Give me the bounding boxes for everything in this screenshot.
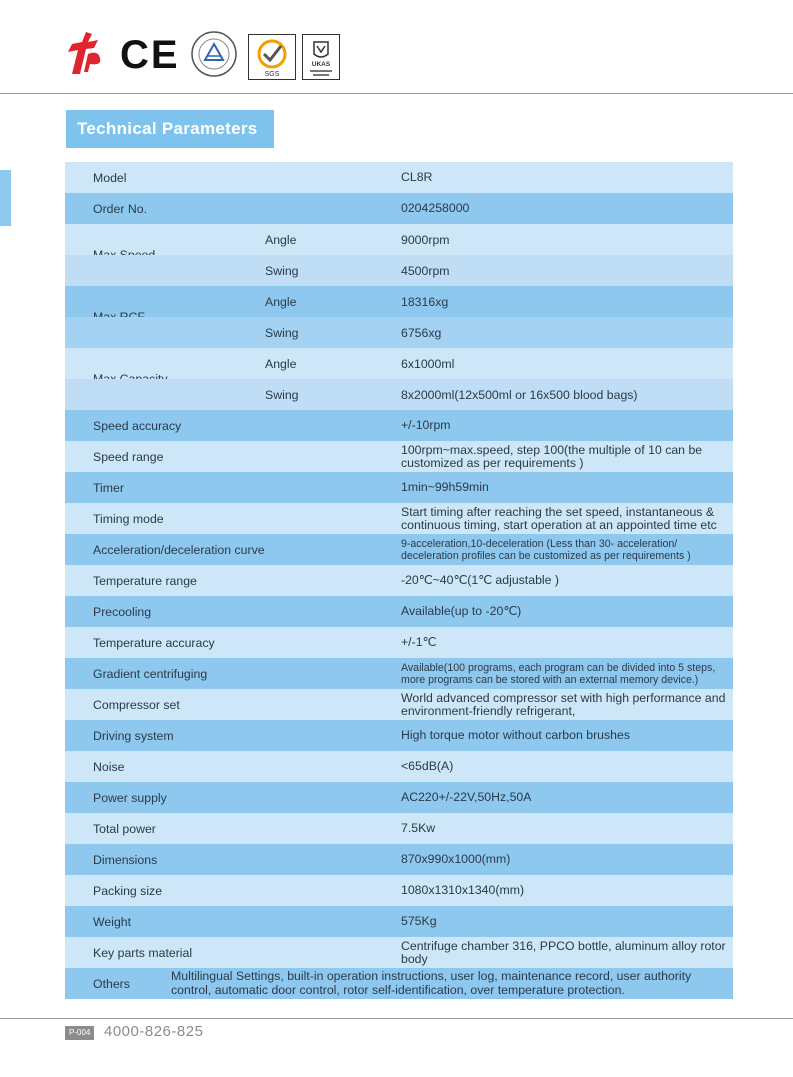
table-row-temp-accuracy — [65, 627, 733, 658]
row-value: 100rpm~max.speed, step 100(the multiple of 10 can be customized as per requirements ) — [401, 442, 703, 470]
row-label: Compressor set — [93, 697, 180, 712]
sub-row-angle — [65, 224, 733, 255]
ce-mark-icon: CE — [120, 33, 180, 77]
footer-divider — [0, 1018, 793, 1019]
sub-row-angle — [65, 286, 733, 317]
row-label: Timing mode — [93, 511, 164, 526]
row-value: 9-acceleration,10-deceleration (Less than 30- acceleration/ deceleration profiles can be customized as per requirements ) — [401, 537, 691, 562]
sub-value: 6x1000ml — [401, 356, 455, 371]
row-value: Start timing after reaching the set speed, instantaneous & continuous timing, start operation at an appointed time etc — [401, 504, 717, 532]
row-value: CL8R — [401, 170, 433, 184]
table-group-max-speed — [65, 224, 733, 286]
row-value: <65dB(A) — [401, 759, 454, 773]
sub-label: Angle — [265, 294, 297, 309]
table-row-total-power — [65, 813, 733, 844]
row-label: Dimensions — [93, 852, 158, 867]
table-row-compressor — [65, 689, 733, 720]
header — [0, 0, 793, 94]
company-logo-icon — [62, 30, 104, 76]
row-value: 1080x1310x1340(mm) — [401, 883, 525, 897]
table-row-driving — [65, 720, 733, 751]
row-value: High torque motor without carbon brushes — [401, 728, 630, 742]
table-row-dimensions — [65, 844, 733, 875]
row-label: Packing size — [93, 883, 163, 898]
row-label: Total power — [93, 821, 156, 836]
row-value: Centrifuge chamber 316, PPCO bottle, aluminum alloy rotor body — [401, 938, 726, 966]
row-value: AC220+/-22V,50Hz,50A — [401, 790, 532, 804]
row-label: Driving system — [93, 728, 174, 743]
table-row-packing — [65, 875, 733, 906]
row-value: Available(100 programs, each program can be divided into 5 steps, more programs can be stored with an external memory device.) — [401, 661, 716, 686]
row-value: 7.5Kw — [401, 821, 436, 835]
row-label: Speed range — [93, 449, 164, 464]
row-value: Available(up to -20℃) — [401, 604, 522, 618]
svg-text:UKAS: UKAS — [311, 61, 331, 68]
row-value: +/-1℃ — [401, 635, 437, 649]
row-label: Precooling — [93, 604, 152, 619]
sub-row-angle — [65, 348, 733, 379]
parameters-table — [65, 162, 733, 999]
table-row-accel-curve — [65, 534, 733, 565]
sub-row-swing — [65, 317, 733, 348]
table-row-speed-range — [65, 441, 733, 472]
table-row-power-supply — [65, 782, 733, 813]
table-row-temp-range — [65, 565, 733, 596]
sub-value: 9000rpm — [401, 232, 450, 247]
page-number-badge: P-004 — [65, 1026, 94, 1040]
row-label: Model — [93, 170, 127, 185]
row-value: -20℃~40℃(1℃ adjustable ) — [401, 573, 559, 587]
row-label: Acceleration/deceleration curve — [93, 542, 265, 557]
table-row-order-no — [65, 193, 733, 224]
row-label: Noise — [93, 759, 125, 774]
sub-row-swing — [65, 379, 733, 410]
sub-label: Swing — [265, 325, 299, 340]
row-value: World advanced compressor set with high performance and environment-friendly refrigerant, — [401, 690, 726, 718]
certification-seal-icon — [190, 30, 238, 78]
row-label: Speed accuracy — [93, 418, 182, 433]
row-label: Others — [93, 976, 130, 991]
row-value: 1min~99h59min — [401, 480, 489, 494]
table-row-weight — [65, 906, 733, 937]
table-group-max-rcf — [65, 286, 733, 348]
section-title: Technical Parameters — [66, 110, 274, 148]
ukas-mark-icon — [302, 34, 340, 80]
table-row-timing-mode — [65, 503, 733, 534]
sub-label: Angle — [265, 232, 297, 247]
table-row-speed-accuracy — [65, 410, 733, 441]
table-row-noise — [65, 751, 733, 782]
table-row-precooling — [65, 596, 733, 627]
table-row-timer — [65, 472, 733, 503]
sub-label: Angle — [265, 356, 297, 371]
row-value: +/-10rpm — [401, 418, 451, 432]
svg-text:SGS: SGS — [264, 71, 280, 78]
row-label: Gradient centrifuging — [93, 666, 208, 681]
row-label: Temperature accuracy — [93, 635, 215, 650]
sub-label: Swing — [265, 263, 299, 278]
sub-value: 4500rpm — [401, 263, 450, 278]
sgs-mark-icon — [248, 34, 296, 80]
header-divider — [0, 93, 793, 94]
side-tab — [0, 170, 11, 226]
table-row-key-parts — [65, 937, 733, 968]
table-row-model — [65, 162, 733, 193]
row-label: Temperature range — [93, 573, 197, 588]
row-label: Order No. — [93, 201, 147, 216]
sub-row-swing — [65, 255, 733, 286]
sub-value: 6756xg — [401, 325, 442, 340]
sub-label: Swing — [265, 387, 299, 402]
sub-value: 18316xg — [401, 294, 449, 309]
sub-value: 8x2000ml(12x500ml or 16x500 blood bags) — [401, 387, 638, 402]
row-label: Power supply — [93, 790, 167, 805]
row-label: Timer — [93, 480, 124, 495]
row-value: 575Kg — [401, 914, 437, 928]
table-group-max-capacity — [65, 348, 733, 410]
hotline-number: 4000-826-825 — [104, 1023, 204, 1040]
row-value: 870x990x1000(mm) — [401, 852, 511, 866]
row-label: Key parts material — [93, 945, 193, 960]
table-row-gradient — [65, 658, 733, 689]
row-label: Weight — [93, 914, 132, 929]
table-row-others — [65, 968, 733, 999]
row-value: Multilingual Settings, built-in operation instructions, user log, maintenance record, user authority control, automatic door control, rotor self-identification, over temperature protection. — [171, 969, 692, 997]
row-value: 0204258000 — [401, 201, 470, 215]
